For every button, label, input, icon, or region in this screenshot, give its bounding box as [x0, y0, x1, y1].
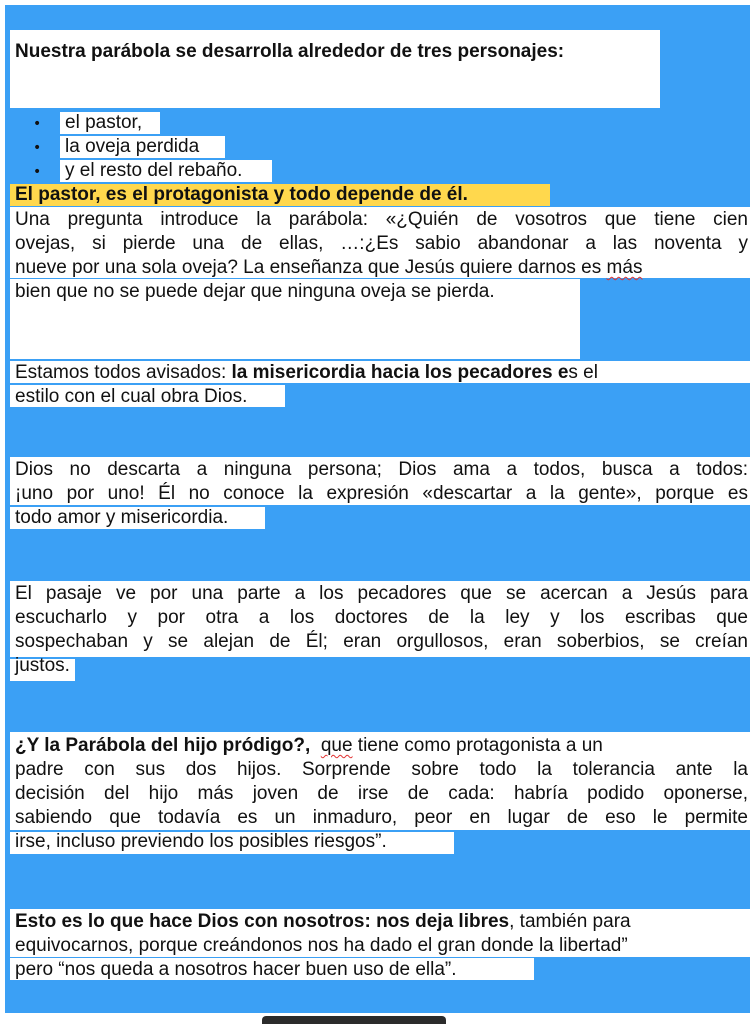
document-page [5, 5, 750, 1013]
p1-line: Una pregunta introduce la parábola: «¿Quién de vosotros que tiene cien [15, 209, 748, 230]
p1-line [15, 257, 748, 279]
p6-bold: Esto es lo que hace Dios con nosotros: nos deja libres [15, 911, 510, 932]
p6-line: equivocarnos, porque creándonos nos ha dado el gran donde la libertad” [15, 935, 628, 956]
p2-tail: s el [568, 362, 598, 383]
p1-line: ovejas, si pierde una de ellas, …:¿Es sabio abandonar a las noventa y [15, 233, 748, 254]
bullet-mark: • [33, 140, 42, 156]
home-indicator[interactable] [262, 1016, 446, 1024]
bullet-item: y el resto del rebaño. [65, 160, 243, 181]
p6-line [15, 911, 748, 933]
p2-text: Estamos todos avisados: [15, 362, 232, 383]
p5-line [15, 735, 748, 757]
highlight-heading: El pastor, es el protagonista y todo depende de él. [15, 184, 468, 205]
p6-line: pero “nos queda a nosotros hacer buen uso de ella”. [15, 959, 457, 980]
p4-line: escucharlo y por otra a los doctores de la ley y los escribas que [15, 607, 748, 628]
p6-tail: , también para [509, 911, 631, 932]
p1-line: bien que no se puede dejar que ninguna oveja se pierda. [15, 281, 495, 302]
p3-line: todo amor y misericordia. [15, 507, 229, 528]
p2-bold: la misericordia hacia los pecadores e [231, 362, 569, 383]
p2-line: estilo con el cual obra Dios. [15, 386, 248, 407]
bullet-mark: • [33, 164, 42, 180]
p1-text: nueve por una sola oveja? La enseñanza que Jesús quiere darnos es [15, 257, 607, 278]
title: Nuestra parábola se desarrolla alrededor de tres personajes: [15, 41, 565, 62]
p4-line: El pasaje ve por una parte a los pecadores que se acercan a Jesús para [15, 583, 748, 604]
p3-line: Dios no descarta a ninguna persona; Dios ama a todos, busca a todos: [15, 459, 748, 480]
bullet-item: la oveja perdida [65, 136, 200, 157]
p5-bold: ¿Y la Parábola del hijo pródigo?, [15, 735, 311, 756]
p3-line: ¡uno por uno! Él no conoce la expresión «descartar a la gente», porque es [15, 483, 748, 504]
p5-line: padre con sus dos hijos. Sorprende sobre todo la tolerancia ante la [15, 759, 748, 780]
spellcheck-word: que [320, 735, 353, 756]
p5-line: sabiendo que todavía es un inmaduro, peor en lugar de eso le permite [15, 807, 748, 828]
p5-line: decisión del hijo más joven de irse de cada: habría podido oponerse, [15, 783, 748, 804]
bullet-item: el pastor, [65, 112, 143, 133]
p2-line [15, 362, 748, 384]
p5-line: irse, incluso previendo los posibles riesgos”. [15, 831, 387, 852]
p4-line: sospechaban y se alejan de Él; eran orgullosos, eran soberbios, se creían [15, 631, 748, 652]
spellcheck-word: más [606, 257, 643, 278]
p4-line: justos. [15, 655, 70, 676]
bullet-mark: • [33, 116, 42, 132]
p5-tail: tiene como protagonista a un [352, 735, 603, 756]
